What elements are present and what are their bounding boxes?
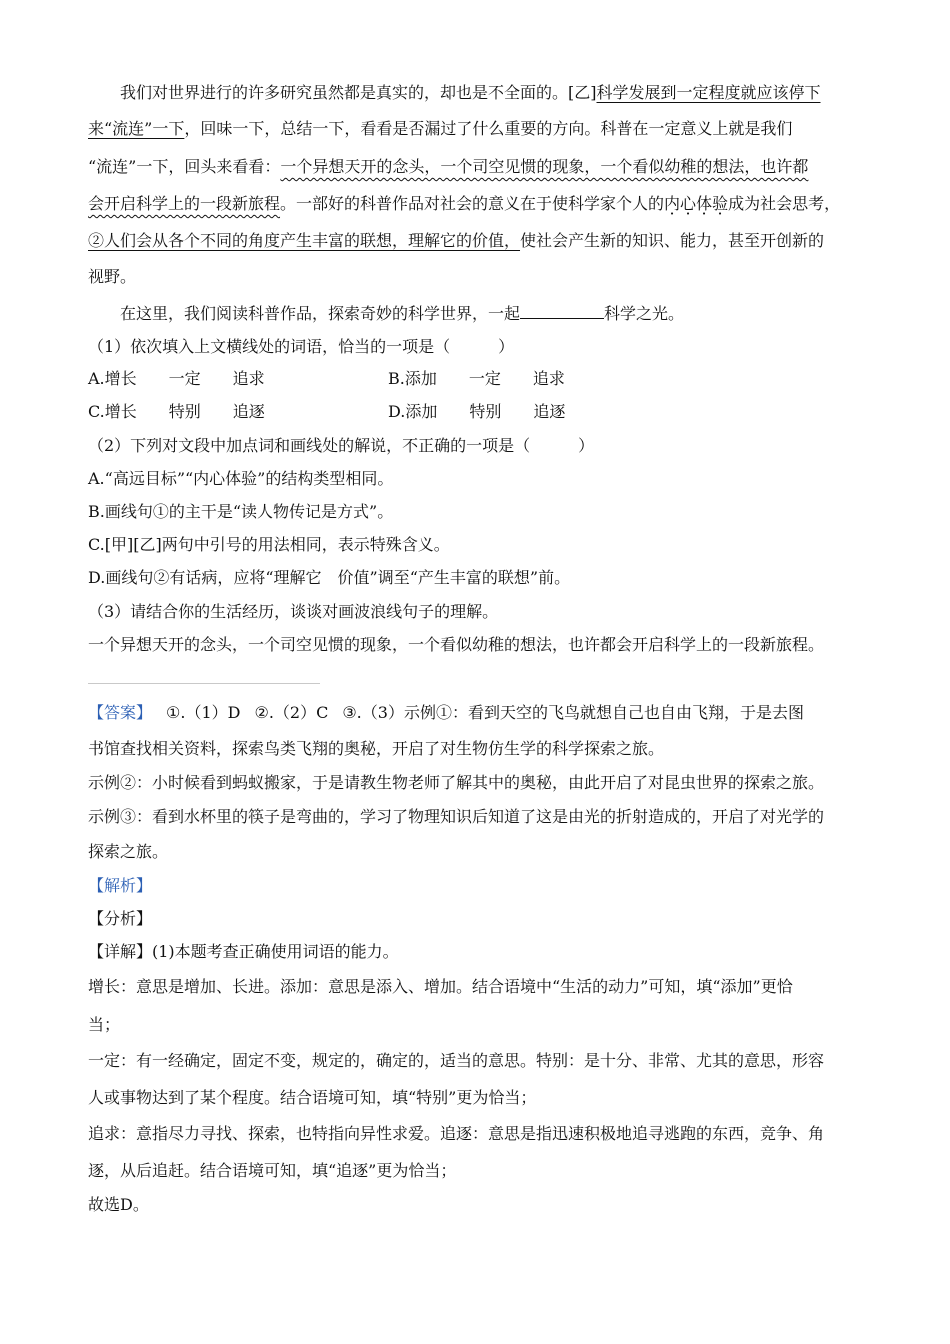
analysis-d3-cont: 逐，从后追赶。结合语境可知，填“追逐”更为恰当； (88, 1161, 457, 1180)
passage-line-1 (120, 82, 910, 104)
answer-label: 【答案】 (88, 703, 153, 722)
passage-text: 。一部好的科普作品对社会的意义在于使科学家个人的 (280, 194, 665, 213)
q1-option-c: C.增长 特别 追逐 (88, 402, 265, 421)
passage-paragraph-2 (120, 302, 910, 325)
analysis-conclusion: 故选D。 (88, 1195, 149, 1214)
analysis-d1: 增长：意思是增加、长进。添加：意思是添入、增加。结合语境中“生活的动力”可知，填“添加”更恰 (88, 977, 793, 996)
q1-option-b: B.添加 一定 追求 (388, 369, 565, 388)
analysis-label: 【解析】 (88, 876, 153, 895)
dotted-word-char: 体 (696, 194, 713, 213)
underlined-sentence-yi: 科学发展到一定程度就应该停下 (596, 83, 821, 102)
dotted-word-char: 验 (712, 194, 729, 213)
answer-example-3-cont: 探索之旅。 (88, 842, 169, 861)
underlined-sentence-yi-cont: 来“流连”一下 (88, 119, 185, 138)
q2-option-b: B.画线句①的主干是“读人物传记是方式”。 (88, 502, 394, 521)
passage-text: 在这里，我们阅读科普作品，探索奇妙的科学世界，一起 (120, 304, 521, 323)
wavy-sentence-cont: 会开启科学上的一段新旅程 (88, 194, 281, 213)
analysis-d2-cont: 人或事物达到了某个程度。结合语境可知，填“特别”更为恰当； (88, 1088, 537, 1107)
dotted-word-char: 内 (664, 194, 681, 213)
fill-blank (520, 302, 604, 319)
passage-text: 使社会产生新的知识、能力，甚至开创新的 (520, 231, 825, 250)
q2-option-d: D.画线句②有话病，应将“理解它 价值”调至“产生丰富的联想”前。 (88, 568, 571, 587)
question-3 (88, 601, 878, 623)
question-2 (88, 435, 878, 457)
answer-example-2: 示例②：小时候看到蚂蚁搬家，于是请教生物老师了解其中的奥秘，由此开启了对昆虫世界的探索之旅。 (88, 773, 825, 792)
answer-1: ①.（1）D (166, 703, 241, 722)
question-text: （3）请结合你的生活经历，谈谈对画波浪线句子的理解。 (88, 602, 499, 621)
dotted-word-char: 心 (680, 194, 697, 213)
analysis-d2: 一定：有一经确定，固定不变，规定的，确定的，适当的意思。特别：是十分、非常、尤其的意思，形容 (88, 1051, 825, 1070)
passage-text: “流连”一下，回头来看看： (88, 157, 281, 176)
passage-line-5 (88, 230, 878, 252)
answer-line-2: 书馆查找相关资料，探索鸟类飞翔的奥秘，开启了对生物仿生学的科学探索之旅。 (88, 739, 665, 758)
q2-option-c: C.[甲][乙]两句中引号的用法相同，表示特殊含义。 (88, 535, 450, 554)
q1-option-d: D.添加 特别 追逐 (388, 402, 566, 421)
passage-text: 科学之光。 (604, 304, 685, 323)
passage-line-4 (88, 193, 878, 215)
analysis-d3: 追求：意指尽力寻找、探索，也特指向异性求爱。追逐：意思是指迅速积极地追寻逃跑的东西，竞争、角 (88, 1124, 825, 1143)
passage-text: 视野。 (88, 267, 137, 286)
wavy-sentence: 一个异想天开的念头，一个司空见惯的现象，一个看似幼稚的想法，也许都 (280, 157, 809, 176)
q3-sentence: 一个异想天开的念头，一个司空见惯的现象，一个看似幼稚的想法，也许都会开启科学上的一段新旅程。 (88, 635, 825, 654)
passage-line-6 (88, 266, 878, 288)
passage-line-2 (88, 118, 878, 140)
question-text: （2）下列对文段中加点词和画线处的解说，不正确的一项是（ ） (88, 436, 595, 455)
analysis-fenxi: 【分析】 (88, 909, 153, 928)
q2-option-a: A.“高远目标”“内心体验”的结构类型相同。 (88, 469, 394, 488)
passage-text: 我们对世界进行的许多研究虽然都是真实的，却也是不全面的。[乙] (120, 83, 597, 102)
answer-3: ③.（3）示例①：看到天空的飞鸟就想自己也自由飞翔，于是去图 (342, 703, 804, 722)
question-text: （1）依次填入上文横线处的词语，恰当的一项是（ ） (88, 337, 515, 356)
question-1 (88, 336, 878, 358)
answer-2: ②.（2）C (254, 703, 329, 722)
analysis-detail: 【详解】(1)本题考查正确使用词语的能力。 (88, 942, 399, 961)
passage-text: 成为社会思考， (728, 194, 841, 213)
q1-option-a: A.增长 一定 追求 (88, 369, 265, 388)
passage-text: ，回味一下，总结一下，看看是否漏过了什么重要的方向。科普在一定意义上就是我们 (184, 119, 793, 138)
answer-line-1 (88, 702, 878, 724)
passage-line-3 (88, 156, 878, 178)
separator-line (88, 683, 320, 684)
analysis-d1-cont: 当； (88, 1015, 121, 1034)
answer-example-3: 示例③：看到水杯里的筷子是弯曲的，学习了物理知识后知道了这是由光的折射造成的，开启了对光学的 (88, 807, 825, 826)
underlined-sentence-2: ②人们会从各个不同的角度产生丰富的联想，理解它的价值， (88, 231, 521, 250)
